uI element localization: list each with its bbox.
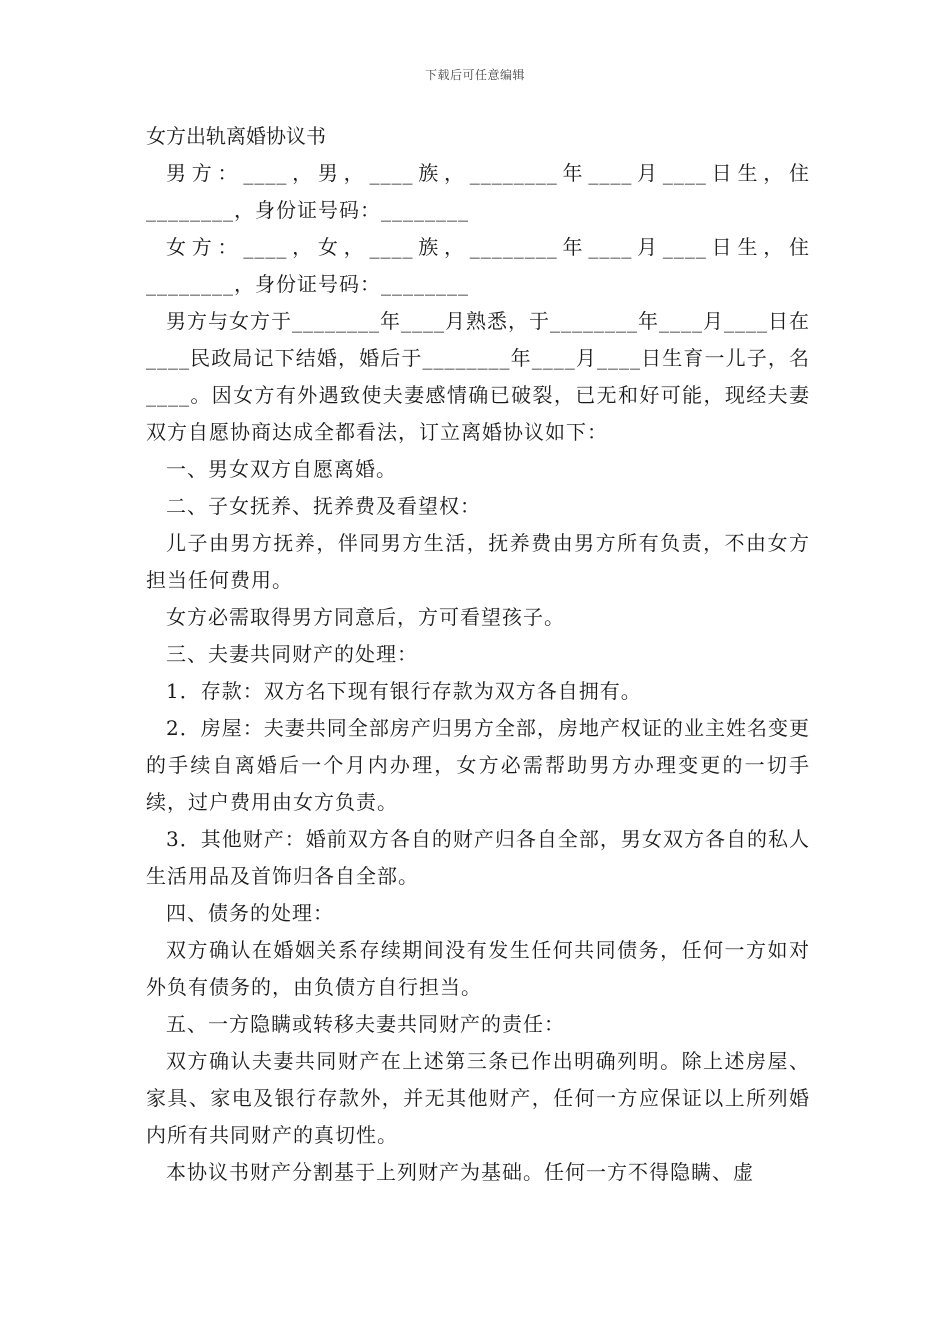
paragraph-property-confirmation: 双方确认夫妻共同财产在上述第三条已作出明确列明。除上述房屋、家具、家电及银行存款外，并无其他财产，任何一方应保证以上所列婚内所有共同财产的真切性。 [146,1049,810,1147]
paragraph-clause-2-heading: 二、子女抚养、抚养费及看望权： [166,494,481,518]
paragraph-clause-3-heading: 三、夫妻共同财产的处理： [166,642,418,666]
header-note: 下载后可任意编辑 [424,68,525,82]
paragraph-debts: 双方确认在婚姻关系存续期间没有发生任何共同债务，任何一方如对外负有债务的，由负债方自行担当。 [146,938,810,999]
paragraph-wife-info: 女方：____，女，____族，________年____月____日生，住________，身份证号码：________ [146,235,810,296]
paragraph-clause-4-heading: 四、债务的处理： [166,901,334,925]
paragraph-visitation: 女方必需取得男方同意后，方可看望孩子。 [166,605,565,629]
document-title: 女方出轨离婚协议书 [146,124,326,148]
paragraph-other-property: 3．其他财产：婚前双方各自的财产归各自全部，男女双方各自的私人生活用品及首饰归各自全部。 [146,827,810,888]
paragraph-husband-info: 男方：____，男，____族，________年____月____日生，住________，身份证号码：________ [146,161,810,222]
paragraph-clause-5-heading: 五、一方隐瞒或转移夫妻共同财产的责任： [166,1012,565,1036]
paragraph-property-basis: 本协议书财产分割基于上列财产为基础。任何一方不得隐瞒、虚 [166,1160,754,1184]
paragraph-custody: 儿子由男方抚养，伴同男方生活，抚养费由男方所有负责，不由女方担当任何费用。 [146,531,810,592]
paragraph-clause-1: 一、男女双方自愿离婚。 [166,457,397,481]
paragraph-background: 男方与女方于________年____月熟悉，于________年____月____日在____民政局记下结婚，婚后于________年____月____日生育一儿子，名____。因女方有外遇致使夫妻感情确已破裂，已无和好可能，现经夫妻双方自愿协商达成全都看法，订立离婚协议如下： [146,309,810,444]
paragraph-deposits: 1．存款：双方名下现有银行存款为双方各自拥有。 [166,679,642,703]
paragraph-housing: 2．房屋：夫妻共同全部房产归男方全部，房地产权证的业主姓名变更的手续自离婚后一个月内办理，女方必需帮助男方办理变更的一切手续，过户费用由女方负责。 [146,716,810,814]
document-body [146,118,810,1191]
